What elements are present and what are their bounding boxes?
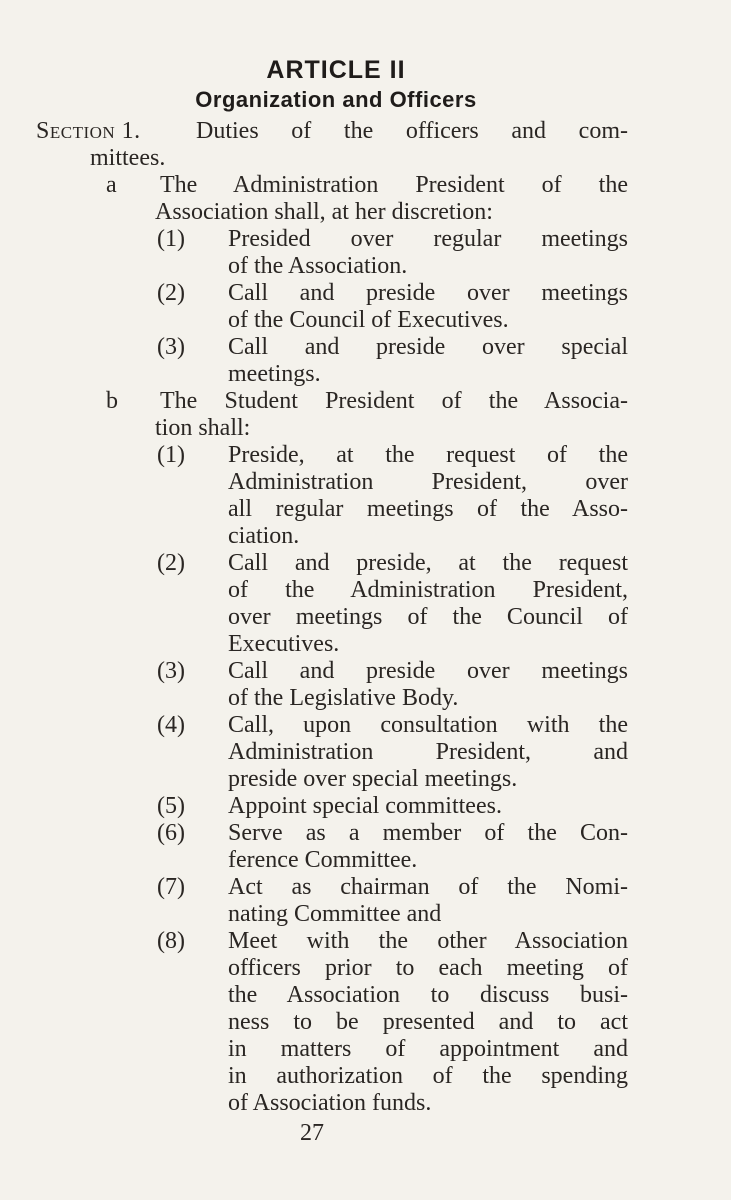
item-number: (2) [157,280,185,306]
list-item-line: Meet with the other Association [228,928,628,954]
item-number: (8) [157,928,185,954]
list-item-line: Preside, at the request of the [228,442,628,468]
item-number: (6) [157,820,185,846]
list-item-line: of the Association. [228,253,408,279]
list-item-line: in matters of appointment and [228,1036,628,1062]
article-subtitle: Organization and Officers [195,87,477,112]
item-number: (5) [157,793,185,819]
list-item-line: Call and preside over meetings [228,658,628,684]
list-item-line: nating Committee and [228,901,442,927]
paragraph-a-intro-line: Association shall, at her discretion: [155,199,493,225]
list-item-line: ness to be presented and to act [228,1009,628,1035]
list-item-line: ciation. [228,523,300,549]
list-item-line: Administration President, and [228,739,628,765]
list-item-line: of the Legislative Body. [228,685,459,711]
list-item-line: Administration President, over [228,469,628,495]
list-item-line: preside over special meetings. [228,766,518,792]
list-item-line: ference Committee. [228,847,418,873]
list-item-line: Call and preside over meetings [228,280,628,306]
item-number: (7) [157,874,185,900]
page-number: 27 [300,1120,324,1146]
paragraph-a-intro-line: The Administration President of the [160,172,628,198]
list-item-line: Call, upon consultation with the [228,712,628,738]
list-item-line: of Association funds. [228,1090,432,1116]
item-number: (3) [157,334,185,360]
list-item-line: over meetings of the Council of [228,604,628,630]
section-heading-line: Duties of the officers and com- [196,118,628,144]
paragraph-b-intro-line: tion shall: [155,415,251,441]
paragraph-marker-b: b [106,388,118,414]
paragraph-b-intro-line: The Student President of the Associa- [160,388,628,414]
list-item-line: Appoint special committees. [228,793,502,819]
item-number: (2) [157,550,185,576]
item-number: (4) [157,712,185,738]
list-item-line: officers prior to each meeting of [228,955,628,981]
item-number: (3) [157,658,185,684]
list-item-line: the Association to discuss busi- [228,982,628,1008]
article-title: ARTICLE II [266,56,406,84]
list-item-line: Act as chairman of the Nomi- [228,874,628,900]
section-label: Section 1. [36,118,141,144]
list-item-line: meetings. [228,361,321,387]
list-item-line: in authorization of the spending [228,1063,628,1089]
item-number: (1) [157,442,185,468]
list-item-line: Presided over regular meetings [228,226,628,252]
list-item-line: of the Council of Executives. [228,307,509,333]
item-number: (1) [157,226,185,252]
paragraph-marker-a: a [106,172,117,198]
section-heading-line: mittees. [90,145,166,171]
list-item-line: Call and preside over special [228,334,628,360]
list-item-line: Executives. [228,631,340,657]
list-item-line: Serve as a member of the Con- [228,820,628,846]
list-item-line: Call and preside, at the request [228,550,628,576]
list-item-line: of the Administration President, [228,577,628,603]
list-item-line: all regular meetings of the Asso- [228,496,628,522]
